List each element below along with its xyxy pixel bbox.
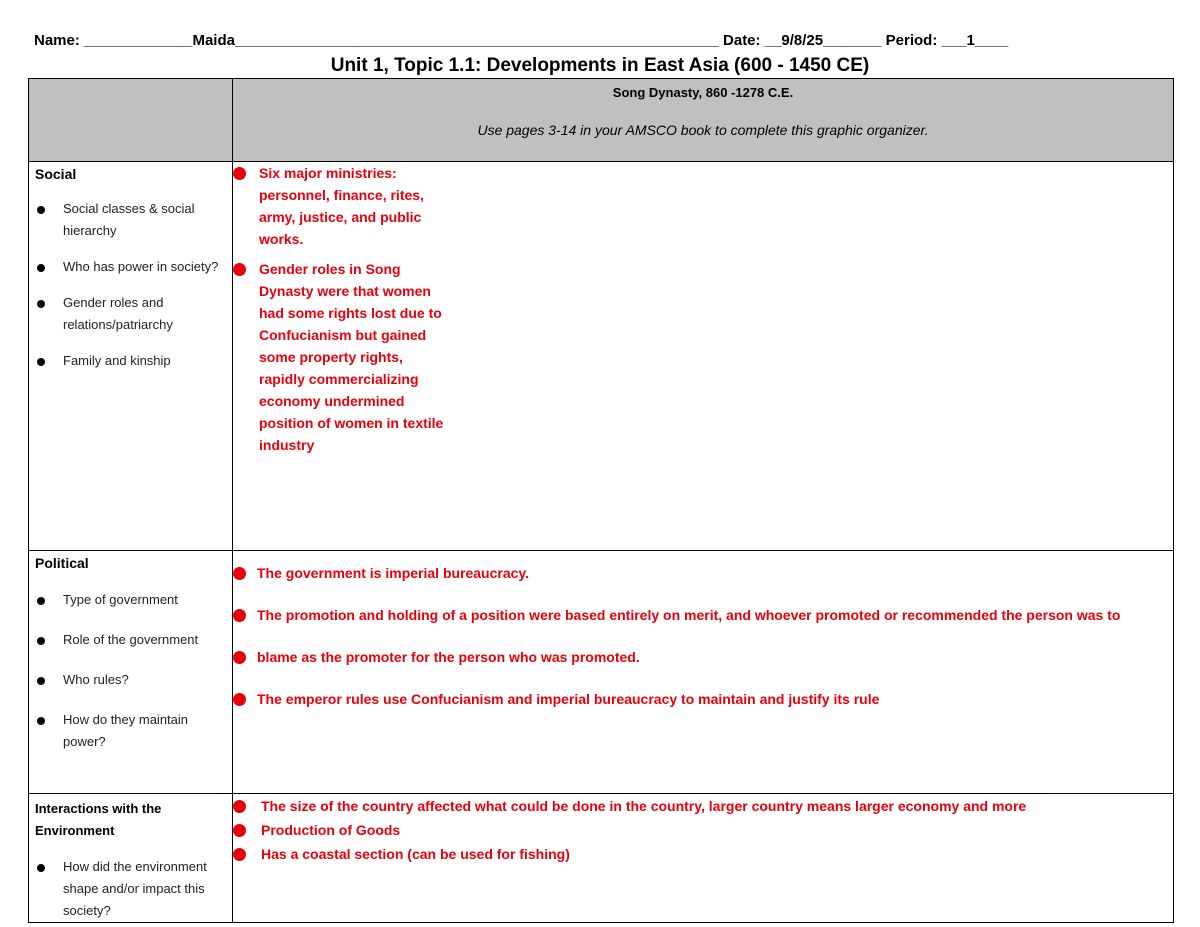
- date-underline: _______: [823, 32, 882, 49]
- name-value[interactable]: Maida: [192, 32, 235, 49]
- bullet-icon: [37, 864, 45, 872]
- date-label: Date: __: [723, 32, 782, 49]
- answer-item[interactable]: The emperor rules use Confucianism and imperial bureaucracy to maintain and justify its rule: [233, 683, 1173, 716]
- environment-prompts: [29, 856, 232, 922]
- environment-answer-cell[interactable]: [233, 794, 1174, 923]
- bullet-icon: [37, 300, 45, 308]
- bullet-icon: [37, 637, 45, 645]
- political-prompts: [29, 589, 232, 753]
- social-answer-cell[interactable]: [233, 162, 1174, 551]
- list-item: How did the environment shape and/or impact this society?: [35, 856, 226, 922]
- bullet-icon: [37, 358, 45, 366]
- bullet-icon: [233, 651, 246, 664]
- bullet-icon: [233, 848, 246, 861]
- period-underline: ____: [974, 32, 1009, 49]
- political-row: [29, 551, 1174, 794]
- bullet-icon: [233, 800, 246, 813]
- social-row: [29, 162, 1174, 551]
- name-label: Name: _____________: [34, 32, 193, 49]
- social-category-cell: [29, 162, 233, 551]
- list-item: Role of the government: [35, 629, 226, 651]
- student-info-line: [34, 32, 1174, 49]
- answer-item[interactable]: Six major ministries: personnel, finance, rites, army, justice, and public works.: [233, 162, 449, 250]
- bullet-icon: [233, 263, 246, 276]
- answer-item[interactable]: The size of the country affected what could be done in the country, larger country means larger economy and more: [233, 794, 1173, 818]
- answer-item[interactable]: blame as the promoter for the person who was promoted.: [233, 641, 1173, 674]
- answer-item[interactable]: The government is imperial bureaucracy.: [233, 557, 1173, 590]
- answer-item[interactable]: Gender roles in Song Dynasty were that women had some rights lost due to Confucianism but gained some property rights, rapidly commercializing economy undermined position of women in textile industry: [233, 258, 449, 456]
- bullet-icon: [37, 677, 45, 685]
- environment-answers: [233, 794, 1173, 866]
- bullet-icon: [37, 264, 45, 272]
- bullet-icon: [233, 693, 246, 706]
- political-label: Political: [35, 555, 89, 571]
- list-item: Family and kinship: [35, 350, 226, 372]
- list-item: Who has power in society?: [35, 256, 226, 278]
- list-item: Who rules?: [35, 669, 226, 691]
- header-blank-cell: [29, 79, 233, 162]
- bullet-icon: [233, 824, 246, 837]
- social-prompts: [29, 198, 232, 372]
- period-label: Period: ___: [885, 32, 967, 49]
- dynasty-title: Song Dynasty, 860 -1278 C.E.: [612, 85, 794, 100]
- bullet-icon: [233, 167, 246, 180]
- period-value[interactable]: 1: [966, 32, 975, 49]
- list-item: Social classes & social hierarchy: [35, 198, 226, 242]
- name-underline: __________________________________________________________: [234, 32, 719, 49]
- page-title: Unit 1, Topic 1.1: Developments in East Asia (600 - 1450 CE): [330, 55, 870, 76]
- bullet-icon: [37, 597, 45, 605]
- bullet-icon: [37, 717, 45, 725]
- bullet-icon: [37, 206, 45, 214]
- answer-item[interactable]: The promotion and holding of a position were based entirely on merit, and whoever promoted or recommended the person was to: [233, 599, 1173, 632]
- list-item: Type of government: [35, 589, 226, 611]
- list-item: How do they maintain power?: [35, 709, 226, 753]
- environment-category-cell: [29, 794, 233, 923]
- instruction-text: Use pages 3-14 in your AMSCO book to complete this graphic organizer.: [477, 122, 929, 138]
- list-item: Gender roles and relations/patriarchy: [35, 292, 226, 336]
- social-label: Social: [35, 166, 77, 182]
- table-header-row: [29, 79, 1174, 162]
- header-cell: [233, 79, 1174, 162]
- political-answer-cell[interactable]: [233, 551, 1174, 794]
- date-value[interactable]: 9/8/25: [781, 32, 824, 49]
- bullet-icon: [233, 567, 246, 580]
- answer-item[interactable]: Has a coastal section (can be used for fishing): [233, 842, 1173, 866]
- political-answers: [233, 557, 1173, 716]
- political-category-cell: [29, 551, 233, 794]
- bullet-icon: [233, 609, 246, 622]
- social-answers: [233, 162, 1173, 456]
- environment-row: [29, 794, 1174, 923]
- answer-item[interactable]: Production of Goods: [233, 818, 1173, 842]
- graphic-organizer-table: [28, 78, 1174, 923]
- environment-label: Interactions with the Environment: [35, 801, 162, 838]
